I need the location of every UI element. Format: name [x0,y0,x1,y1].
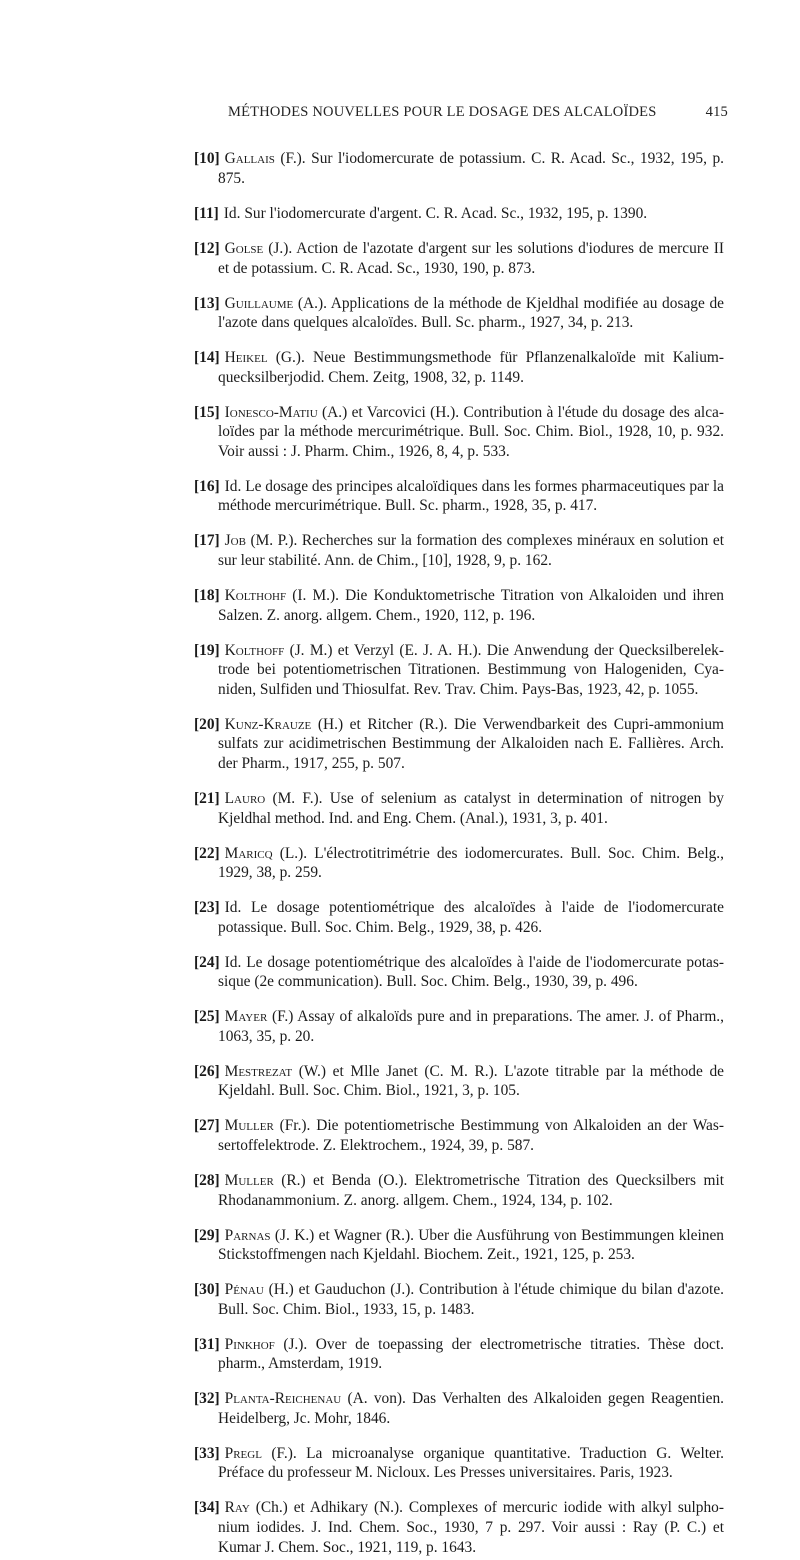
reference-entry [0,953,800,992]
reference-entry [0,1171,800,1210]
running-title: MÉTHODES NOUVELLES POUR LE DOSAGE DES ALCALOÏDES [228,104,657,120]
reference-text: (F.) Assay of alkaloïds pure and in preparations. The amer. J. of Pharm., 1063, 35, p. 20. [218,1008,724,1045]
reference-author: Lauro [224,789,266,807]
reference-text: (F.). La microanalyse organique quantitative. Traduction G. Welter. Préface du professeur M. Nicloux. Les Presses universitaires. Paris, 1923. [218,1444,724,1482]
reference-text: (W.) et Mlle Janet (C. M. R.). L'azote titrable par la méthode de Kjeldahl. Bull. Soc. Chim. Biol., 1921, 3, p. 105. [218,1062,724,1100]
reference-number: [34] [194,1499,220,1517]
reference-text: Id. Le dosage potentiométrique des alcaloïdes à l'aide de l'iodomercurate potas-sique (2e communication). Bull. Soc. Chim. Belg., 1930, 39, p. 496. [218,953,724,991]
reference-text: (R.) et Benda (O.). Elektrometrische Titration des Quecksilbers mit Rhodanammonium. Z. anorg. allgem. Chem., 1924, 134, p. 102. [218,1171,724,1209]
reference-number: [17] [194,532,220,550]
reference-number: [28] [194,1171,220,1189]
reference-entry [0,1444,800,1483]
reference-text: (Fr.). Die potentiometrische Bestimmung von Alkaloiden an der Was-sertoffelektrode. Z. Elektrochem., 1924, 39, p. 587. [218,1117,724,1154]
reference-author: Kolthohf [224,587,287,605]
reference-list [0,134,800,1560]
reference-author: Pinkhof [224,1335,275,1353]
reference-entry [0,1280,800,1319]
reference-text: Id. Sur l'iodomercurate d'argent. C. R. Acad. Sc., 1932, 195, p. 1390. [223,204,648,222]
reference-text: (M. F.). Use of selenium as catalyst in determination of nitrogen by Kjeldhal method. Ind. and Eng. Chem. (Anal.), 1931, 3, p. 401. [218,789,724,827]
reference-number: [16] [194,477,220,495]
reference-author: Planta-Reichenau [224,1390,342,1408]
reference-text: (F.). Sur l'iodomercurate de potassium. C. R. Acad. Sc., 1932, 195, p. 875. [218,150,724,187]
reference-entry [0,898,800,937]
reference-entry [0,1389,800,1428]
reference-text: (J.). Action de l'azotate d'argent sur les solutions d'iodures de mercure II et de potassium. C. R. Acad. Sc., 1930, 190, p. 873. [218,239,724,277]
reference-number: [31] [194,1335,220,1353]
reference-text: Id. Le dosage potentiométrique des alcaloïdes à l'aide de l'iodomercurate potassique. Bull. Soc. Chim. Belg., 1929, 38, p. 426. [218,899,724,936]
reference-number: [33] [194,1444,220,1462]
reference-author: Heikel [224,349,268,367]
reference-number: [18] [194,587,220,605]
reference-text: Id. Le dosage des principes alcaloïdiques dans les formes pharmaceutiques par la méthode mercurimétrique. Bull. Sc. pharm., 1928, 35, p. 417. [218,477,724,515]
reference-entry [0,348,800,387]
reference-entry [0,586,800,625]
reference-text: (J. K.) et Wagner (R.). Uber die Ausführung von Bestimmungen kleinen Stickstoffmengen nach Kjeldahl. Biochem. Zeit., 1921, 125, p. 253. [218,1226,724,1264]
reference-number: [21] [194,789,220,807]
reference-number: [12] [194,239,220,257]
reference-text: (M. P.). Recherches sur la formation des complexes minéraux en solution et sur leur stabilité. Ann. de Chim., [10], 1928, 9, p. 162. [218,532,724,570]
reference-text: (H.) et Ritcher (R.). Die Verwendbarkeit des Cupri-ammonium sulfats zur acidimetrischen Bestimmung der Alkaloiden nach E. Fallières. Arch. der Pharm., 1917, 255, p. 507. [218,715,724,772]
reference-author: Job [224,532,246,550]
reference-number: [14] [194,349,220,367]
reference-entry [0,531,800,570]
reference-entry [0,844,800,883]
reference-entry [0,403,800,462]
reference-text: (H.) et Gauduchon (J.). Contribution à l'étude chimique du bilan d'azote. Bull. Soc. Chim. Biol., 1933, 15, p. 1483. [218,1281,724,1318]
reference-author: Muller [224,1117,274,1135]
reference-text: (A.) et Varcovici (H.). Contribution à l'étude du dosage des alca-loïdes par la méthode mercurimétrique. Bull. Soc. Chim. Biol., 1928, 10, p. 932. Voir aussi : J. Pharm. Chim., 1926, 8, 4, p. 533. [218,403,724,460]
reference-entry [0,477,800,516]
reference-entry [0,204,800,224]
reference-entry [0,1226,800,1265]
reference-author: Pregl [224,1444,262,1462]
reference-author: Ionesco-Matiu [224,403,318,421]
reference-number: [13] [194,294,220,312]
reference-author: Pénau [224,1281,264,1299]
reference-number: [20] [194,715,220,733]
reference-number: [24] [194,953,220,971]
reference-entry [0,1062,800,1101]
reference-entry [0,149,800,188]
reference-entry [0,1116,800,1155]
reference-number: [32] [194,1390,220,1408]
reference-entry [0,1498,800,1557]
reference-author: Ray [224,1499,250,1517]
reference-number: [23] [194,899,220,917]
reference-text: (J.). Over de toepassing der electrometrische titraties. Thèse doct. pharm., Amsterdam, 1919. [218,1335,724,1373]
reference-author: Guillaume [224,294,294,312]
reference-entry [0,641,800,700]
reference-text: (G.). Neue Bestimmungsmethode für Pflanzenalkaloïde mit Kalium-quecksilberjodid. Chem. Zeitg, 1908, 32, p. 1149. [218,349,724,386]
reference-author: Mestrezat [224,1062,293,1080]
reference-text: (A.). Applications de la méthode de Kjeldhal modifiée au dosage de l'azote dans quelques alcaloïdes. Bull. Sc. pharm., 1927, 34, p. 213. [218,294,724,332]
reference-number: [10] [194,150,220,168]
reference-author: Maricq [224,844,273,862]
reference-author: Kunz-Krauze [224,715,312,733]
reference-author: Muller [224,1171,274,1189]
reference-number: [25] [194,1008,220,1026]
reference-entry [0,789,800,828]
reference-author: Golse [224,239,264,257]
reference-number: [19] [194,641,220,659]
reference-number: [27] [194,1117,220,1135]
reference-author: Mayer [224,1008,268,1026]
reference-text: (A. von). Das Verhalten des Alkaloiden gegen Reagentien. Heidelberg, Jc. Mohr, 1846. [218,1390,724,1427]
page-number: 415 [705,104,728,120]
reference-author: Parnas [224,1226,271,1244]
reference-text: (I. M.). Die Konduktometrische Titration von Alkaloiden und ihren Salzen. Z. anorg. allgem. Chem., 1920, 112, p. 196. [218,587,724,624]
reference-entry [0,294,800,333]
reference-author: Kolthoff [224,641,285,659]
reference-entry [0,1007,800,1046]
reference-number: [26] [194,1062,220,1080]
reference-text: (L.). L'électrotitrimétrie des iodomercurates. Bull. Soc. Chim. Belg., 1929, 38, p. 259. [218,844,724,882]
reference-entry [0,239,800,278]
reference-text: (Ch.) et Adhikary (N.). Complexes of mercuric iodide with alkyl sulpho-nium iodides. J. Ind. Chem. Soc., 1930, 7 p. 297. Voir aussi : Ray (P. C.) et Kumar J. Chem. Soc., 1921, 119, p. 1643. [218,1499,724,1556]
reference-number: [15] [194,403,220,421]
reference-number: [11] [194,204,219,222]
reference-number: [30] [194,1281,220,1299]
reference-entry [0,1335,800,1374]
reference-entry [0,715,800,774]
reference-text: (J. M.) et Verzyl (E. J. A. H.). Die Anwendung der Quecksilberelek-trode bei potentiometrischen Titrationen. Bestimmung von Halogeniden, Cya-niden, Sulfiden und Thiosulfat. Rev. Trav. Chim. Pays-Bas, 1923, 42, p. 1055. [218,641,724,698]
reference-number: [22] [194,844,220,862]
reference-author: Gallais [224,150,275,168]
reference-number: [29] [194,1226,220,1244]
